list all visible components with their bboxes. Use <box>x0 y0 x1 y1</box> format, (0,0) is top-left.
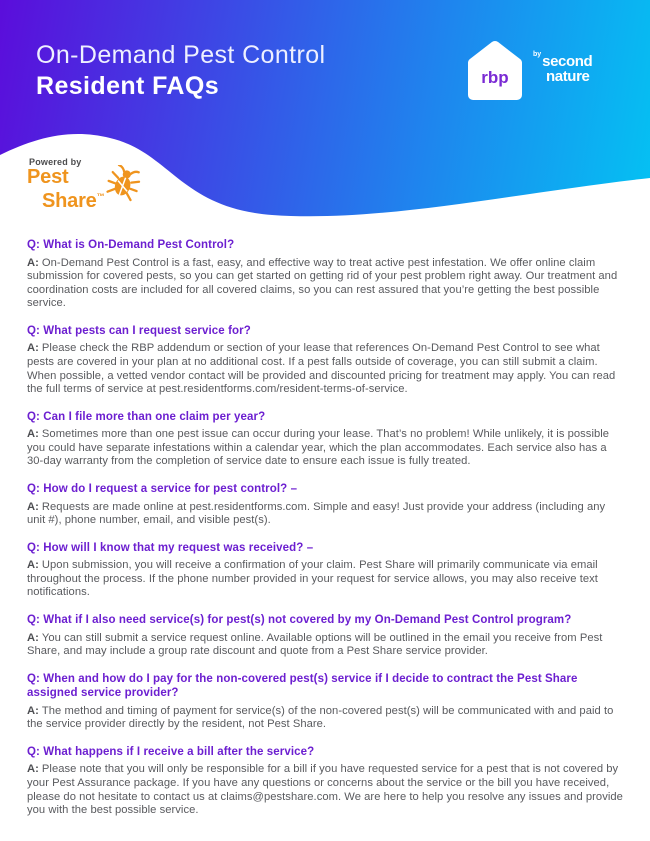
faq-question: Q: What is On-Demand Pest Control? <box>27 239 235 251</box>
answer-prefix: A: <box>27 428 39 441</box>
faq-answer <box>27 257 623 311</box>
faq-answer <box>27 632 623 659</box>
faq-item <box>27 672 623 732</box>
faq-content <box>0 230 650 818</box>
faq-question: Q: Can I file more than one claim per year? <box>27 410 266 423</box>
faq-answer <box>27 501 623 528</box>
faq-question: Q: When and how do I pay for the non-covered pest(s) service if I decide to contract the Pest Share assigned service provider? <box>27 672 578 700</box>
faq-answer <box>27 428 623 469</box>
pestshare-wordmark <box>27 168 104 211</box>
pestshare-word-share: Share™ <box>42 190 105 212</box>
pestshare-logo <box>27 157 141 211</box>
rbp-house-icon <box>464 38 526 104</box>
brand-word-second: second <box>542 53 593 70</box>
faq-item <box>27 324 623 397</box>
page-title <box>36 40 325 103</box>
faq-question: Q: What happens if I receive a bill after the service? <box>27 745 315 758</box>
faq-answer-text: The method and timing of payment for service(s) of the non-covered pest(s) will be communicated with and paid to the service provider directly by the resident, not Pest Share. <box>27 704 614 731</box>
faq-item <box>27 541 623 600</box>
rbp-logo-text: rbp <box>481 68 509 87</box>
second-nature-wordmark <box>533 51 592 85</box>
faq-question: Q: What if I also need service(s) for pest(s) not covered by my On-Demand Pest Control program? <box>27 614 572 626</box>
page-title-line2: Resident FAQs <box>36 72 220 101</box>
answer-prefix: A: <box>27 342 39 355</box>
faq-question: Q: How will I know that my request was received? – <box>27 541 314 554</box>
faq-answer-text: Please note that you will only be responsible for a bill if you have requested service for a pest that is not covered by your Pest Assurance package. If you have any questions or concerns about the service or the bill you have received, please do not hesitate to contact us at claims@pestshare.com. We are here to help you resolve any issues and provide you with the best possible service. <box>27 763 623 817</box>
pestshare-word-pest: Pest <box>27 166 69 188</box>
faq-answer <box>27 342 623 396</box>
faq-answer-text: Please check the RBP addendum or section of your lease that references On-Demand Pest Control to see what pests are covered in your plan at no additional cost. If a pest falls outside of coverage, you can still submit a claim. When possible, a vetted vendor contact will be provided and discounted pricing for treatment may apply. You can read the full terms of service at pest.residentforms.com/resident-terms-of-service. <box>27 342 616 396</box>
faq-answer <box>27 559 623 600</box>
beetle-icon <box>106 165 141 202</box>
brand-word-nature: nature <box>546 68 590 85</box>
faq-item <box>27 238 623 311</box>
answer-prefix: A: <box>27 559 39 572</box>
faq-answer <box>27 763 623 817</box>
rbp-second-nature-logo <box>464 38 592 104</box>
faq-question: Q: How do I request a service for pest control? – <box>27 483 298 496</box>
faq-item <box>27 410 623 469</box>
faq-answer-text: Requests are made online at pest.residentforms.com. Simple and easy! Just provide your address (including any unit #), phone number, email, and visible pest(s). <box>27 500 606 527</box>
trademark-symbol: ™ <box>96 192 105 201</box>
by-label: by <box>533 51 542 58</box>
answer-prefix: A: <box>27 763 39 776</box>
header-banner <box>0 0 650 230</box>
faq-item <box>27 613 623 659</box>
faq-item <box>27 745 623 818</box>
powered-by-label: Powered by <box>29 157 82 167</box>
page-title-line1: On-Demand Pest Control <box>36 41 326 69</box>
faq-answer-text: Sometimes more than one pest issue can occur during your lease. That’s no problem! While unlikely, it is possible you could have separate infestations within a calendar year, which the plan accommodates. Each service also has a 30-day warranty from the completion of service date to ensure each issue is fully treated. <box>27 428 610 468</box>
faq-answer <box>27 705 623 732</box>
answer-prefix: A: <box>27 631 39 644</box>
faq-answer-text: You can still submit a service request online. Available options will be outlined in the email you receive from Pest Share, and may include a group rate discount and quote from a Pest Share service provider. <box>27 631 603 658</box>
faq-question: Q: What pests can I request service for? <box>27 324 251 337</box>
answer-prefix: A: <box>27 256 39 269</box>
faq-item <box>27 482 623 528</box>
answer-prefix: A: <box>27 500 39 513</box>
faq-answer-text: On-Demand Pest Control is a fast, easy, and effective way to treat active pest infestation. We offer online claim submission for covered pests, so you can get started on getting rid of your pest problem right away. Our treatment and coordination costs are included for all covered claims, so you can rest assured that you’re getting the best possible service. <box>27 256 618 310</box>
answer-prefix: A: <box>27 704 39 717</box>
faq-answer-text: Upon submission, you will receive a confirmation of your claim. Pest Share will primarily communicate via email throughout the process. If the phone number provided in your request for service allows, you may also receive text notifications. <box>27 559 598 599</box>
